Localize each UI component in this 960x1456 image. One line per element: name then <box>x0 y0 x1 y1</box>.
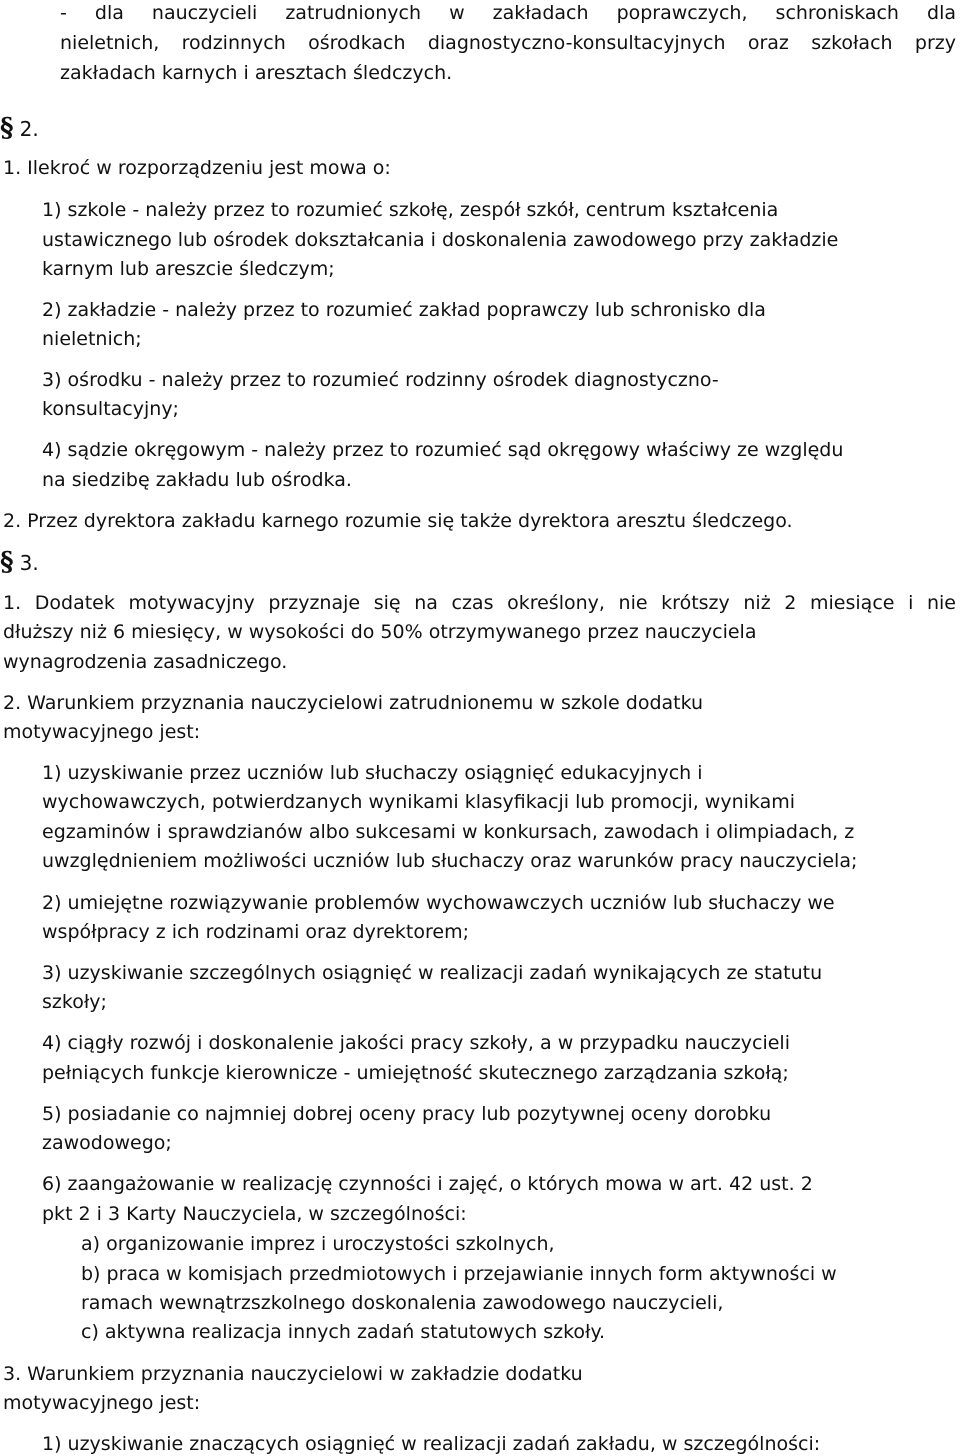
section-heading <box>0 548 39 577</box>
paragraph-line: wynagrodzenia zasadniczego. <box>3 651 288 673</box>
paragraph-text: 2. Przez dyrektora zakładu karnego rozumie się także dyrektora aresztu śledczego. <box>3 510 793 532</box>
subitem-line: a) organizowanie imprez i uroczystości szkolnych, <box>81 1233 555 1255</box>
definition-line: nieletnich; <box>42 328 142 350</box>
subitem-line: c) aktywna realizacja innych zadań statutowych szkoły. <box>81 1321 606 1343</box>
paragraph-line: dłuższy niż 6 miesięcy, w wysokości do 50% otrzymywanego przez nauczyciela <box>3 621 757 643</box>
subitem-line: ramach wewnątrzszkolnego doskonalenia zawodowego nauczycieli, <box>81 1292 724 1314</box>
paragraph-line: 3. Warunkiem przyznania nauczycielowi w zakładzie dodatku <box>3 1363 583 1385</box>
condition-line: 5) posiadanie co najmniej dobrej oceny pracy lub pozytywnej oceny dorobku <box>42 1103 772 1125</box>
paragraph-symbol: § <box>0 547 14 577</box>
section-number: 2. <box>19 117 39 141</box>
definition-line: konsultacyjny; <box>42 398 179 420</box>
condition-line: 6) zaangażowanie w realizację czynności i zajęć, o których mowa w art. 42 ust. 2 <box>42 1173 813 1195</box>
condition-line: pkt 2 i 3 Karty Nauczyciela, w szczególności: <box>42 1203 467 1225</box>
section-heading <box>0 114 39 143</box>
definition-line: ustawicznego lub ośrodek dokształcania i doskonalenia zawodowego przy zakładzie <box>42 229 839 251</box>
definition-line: 2) zakładzie - należy przez to rozumieć zakład poprawczy lub schronisko dla <box>42 299 766 321</box>
condition-line: pełniących funkcje kierownicze - umiejętność skutecznego zarządzania szkołą; <box>42 1062 789 1084</box>
section-number: 3. <box>19 551 39 575</box>
condition-line: 1) uzyskiwanie znaczących osiągnięć w realizacji zadań zakładu, w szczególności: <box>42 1433 821 1455</box>
condition-line: 4) ciągły rozwój i doskonalenie jakości pracy szkoły, a w przypadku nauczycieli <box>42 1032 790 1054</box>
intro-line: - dla nauczycieli zatrudnionych w zakładach poprawczych, schroniskach dla <box>60 2 956 24</box>
paragraph-line: 1. Dodatek motywacyjny przyznaje się na czas określony, nie krótszy niż 2 miesiące i nie <box>3 592 956 614</box>
paragraph-line: 2. Warunkiem przyznania nauczycielowi zatrudnionemu w szkole dodatku <box>3 692 704 714</box>
condition-line: wychowawczych, potwierdzanych wynikami klasyfikacji lub promocji, wynikami <box>42 791 796 813</box>
paragraph-symbol: § <box>0 113 14 143</box>
condition-line: uwzględnieniem możliwości uczniów lub słuchaczy oraz warunków pracy nauczyciela; <box>42 850 858 872</box>
condition-line: zawodowego; <box>42 1132 172 1154</box>
intro-line: nieletnich, rodzinnych ośrodkach diagnostyczno-konsultacyjnych oraz szkołach przy <box>60 32 956 54</box>
paragraph-text: 1. Ilekroć w rozporządzeniu jest mowa o: <box>3 157 391 179</box>
condition-line: 2) umiejętne rozwiązywanie problemów wychowawczych uczniów lub słuchaczy we <box>42 892 835 914</box>
definition-line: na siedzibę zakładu lub ośrodka. <box>42 469 352 491</box>
intro-line: zakładach karnych i aresztach śledczych. <box>60 62 453 84</box>
condition-line: współpracy z ich rodzinami oraz dyrektorem; <box>42 921 469 943</box>
paragraph-line: motywacyjnego jest: <box>3 721 201 743</box>
condition-line: egzaminów i sprawdzianów albo sukcesami w konkursach, zawodach i olimpiadach, z <box>42 821 855 843</box>
paragraph-line: motywacyjnego jest: <box>3 1392 201 1414</box>
condition-line: 3) uzyskiwanie szczególnych osiągnięć w realizacji zadań wynikających ze statutu <box>42 962 823 984</box>
definition-line: 3) ośrodku - należy przez to rozumieć rodzinny ośrodek diagnostyczno- <box>42 369 719 391</box>
condition-line: 1) uzyskiwanie przez uczniów lub słuchaczy osiągnięć edukacyjnych i <box>42 762 703 784</box>
definition-line: 1) szkole - należy przez to rozumieć szkołę, zespół szkół, centrum kształcenia <box>42 199 779 221</box>
definition-line: 4) sądzie okręgowym - należy przez to rozumieć sąd okręgowy właściwy ze względu <box>42 439 844 461</box>
subitem-line: b) praca w komisjach przedmiotowych i przejawianie innych form aktywności w <box>81 1263 837 1285</box>
condition-line: szkoły; <box>42 991 107 1013</box>
definition-line: karnym lub areszcie śledczym; <box>42 258 335 280</box>
